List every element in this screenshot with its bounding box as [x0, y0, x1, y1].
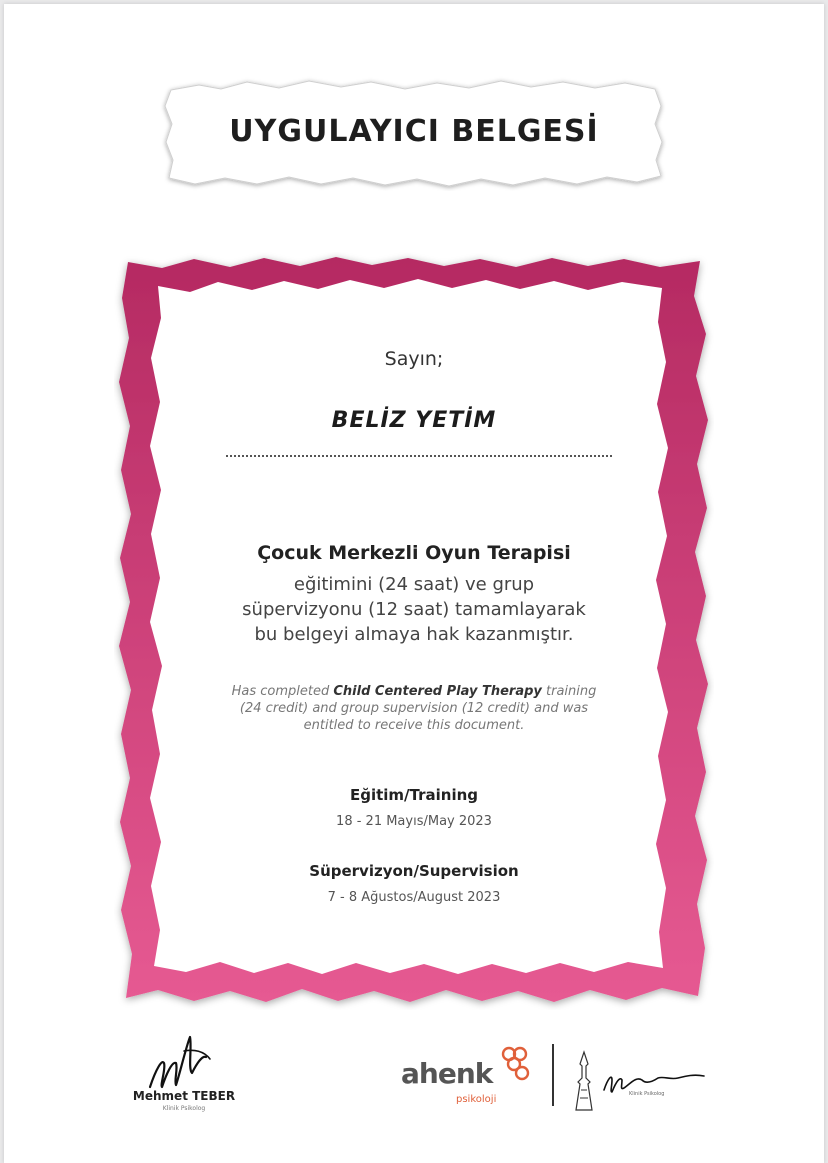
certificate-frame	[114, 252, 714, 1010]
signer-role: Klinik Psikolog	[162, 1105, 206, 1112]
recipient-name: BELİZ YETİM	[331, 408, 497, 433]
supervision-dates: 7 - 8 Ağustos/August 2023	[327, 890, 501, 905]
body-en-course: Child Centered Play Therapy	[333, 684, 542, 699]
body-tr-line: süpervizyonu (12 saat) tamamlayarak	[242, 599, 586, 620]
body-en-line: (24 credit) and group supervision (12 credit) and was	[239, 701, 589, 716]
course-title: Çocuk Merkezli Oyun Terapisi	[257, 542, 571, 564]
body-tr-line: bu belgeyi almaya hak kazanmıştır.	[254, 624, 574, 645]
body-en-line	[114, 684, 714, 699]
certificate-content	[114, 252, 714, 1010]
logo-divider	[552, 1044, 554, 1106]
emblem-role: Klinik Psikolog	[629, 1091, 665, 1097]
training-label: Eğitim/Training	[349, 786, 479, 804]
body-en-suffix: training	[541, 684, 597, 699]
tower-emblem-signature	[566, 1044, 716, 1114]
supervision-label: Süpervizyon/Supervision	[309, 862, 519, 880]
training-dates: 18 - 21 Mayıs/May 2023	[336, 814, 492, 829]
recipient-dotted-line	[226, 455, 612, 457]
body-tr-line: eğitimini (24 saat) ve grup	[293, 574, 535, 595]
ahenk-logo-word: ahenk	[401, 1057, 493, 1090]
certificate-title: UYGULAYICI BELGESİ	[229, 114, 599, 149]
ahenk-logo-sub: psikoloji	[456, 1094, 497, 1105]
body-en-prefix: Has completed	[231, 684, 334, 699]
title-banner	[159, 76, 669, 191]
salutation: Sayın;	[384, 348, 444, 370]
signer-name: Mehmet TEBER	[132, 1089, 236, 1103]
certificate-page	[4, 4, 824, 1163]
body-en-line: entitled to receive this document.	[303, 718, 525, 733]
